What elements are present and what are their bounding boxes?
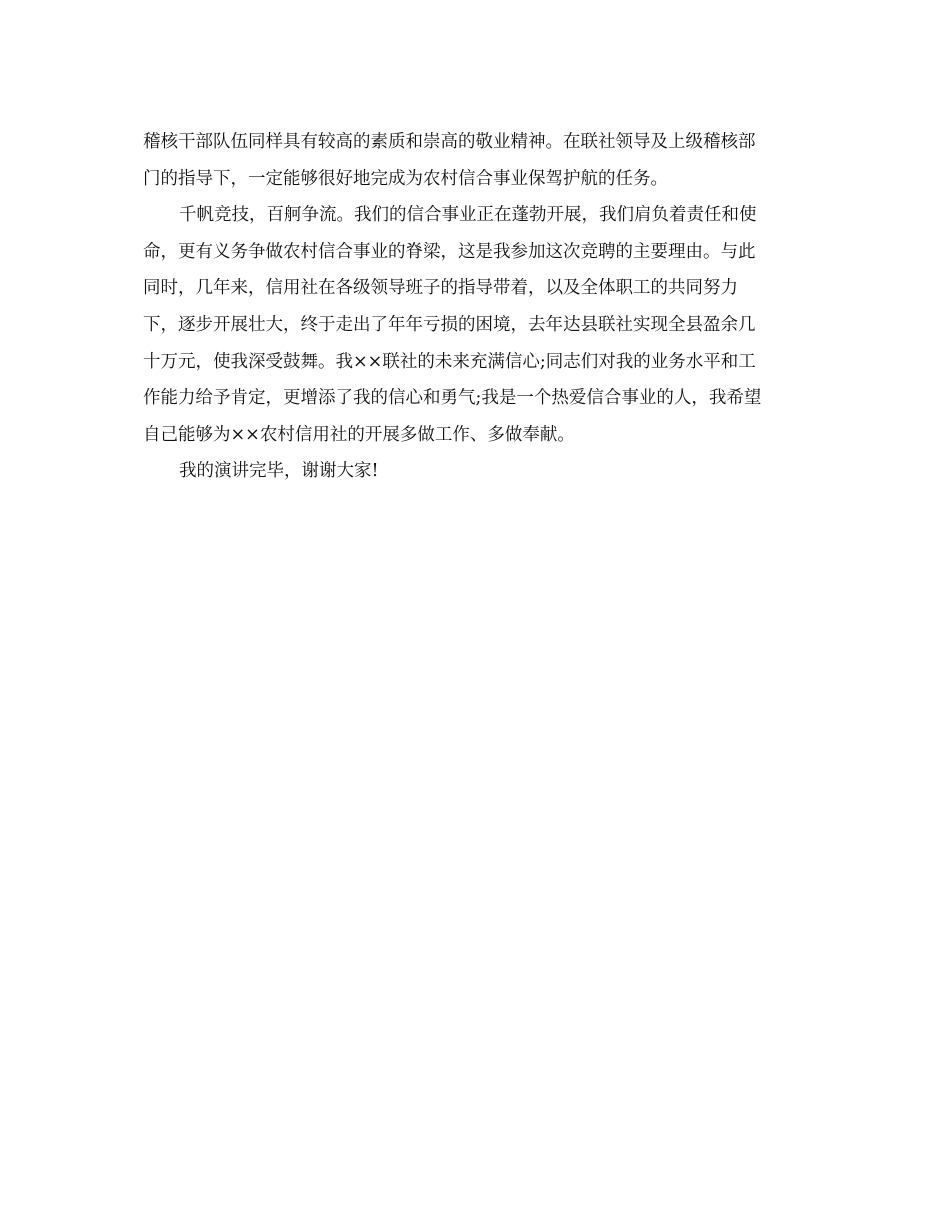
text-line: 千帆竞技，百舸争流。我们的信合事业正在蓬勃开展，我们肩负着责任和使 [179,205,757,226]
text-line: 命，更有义务争做农村信合事业的脊梁，这是我参加这次竞聘的主要理由。与此 [143,241,756,262]
paragraph-2 [143,197,805,453]
text-line: 作能力给予肯定，更增添了我的信心和勇气;我是一个热爱信合事业的人，我希望 [143,388,762,409]
text-line: 同时，几年来，信用社在各级领导班子的指导带着，以及全体职工的共同努力 [143,278,738,299]
paragraph-3 [143,453,805,490]
text-line: 门的指导下，一定能够很好地完成为农村信合事业保驾护航的任务。 [143,168,668,189]
text-line: 下，逐步开展壮大，终于走出了年年亏损的困境，去年达县联社实现全县盈余几 [143,314,756,335]
paragraph-1 [143,124,805,197]
text-line: 十万元，使我深受鼓舞。我××联社的未来充满信心;同志们对我的业务水平和工 [143,351,756,372]
text-line: 自己能够为××农村信用社的开展多做工作、多做奉献。 [143,424,575,445]
text-line: 稽核干部队伍同样具有较高的素质和崇高的敬业精神。在联社领导及上级稽核部 [143,132,756,152]
document-body [143,124,805,490]
text-line: 我的演讲完毕，谢谢大家! [179,461,379,482]
